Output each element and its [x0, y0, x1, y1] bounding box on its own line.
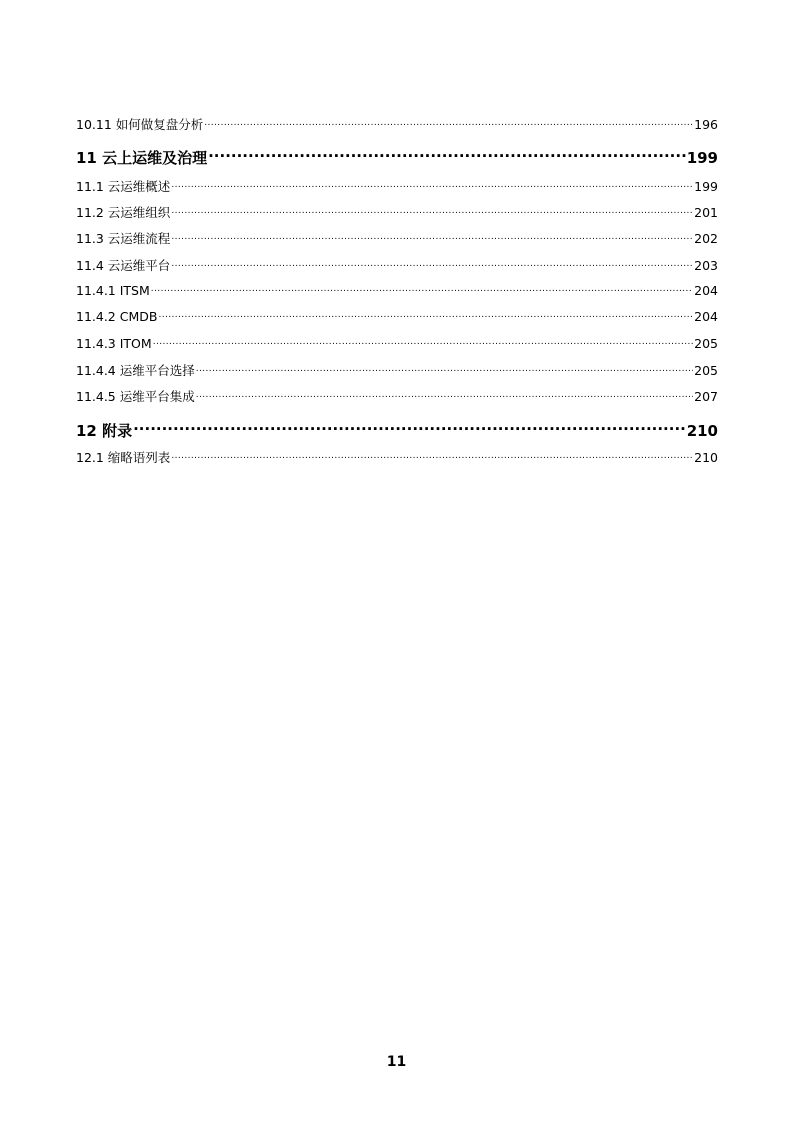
toc-entry-11-2[interactable] [76, 203, 718, 221]
dot-leader [171, 231, 693, 244]
toc-entry-11-4-2[interactable] [76, 308, 718, 324]
dot-leader [204, 117, 693, 130]
toc-entry-page: 201 [694, 205, 718, 220]
toc-entry-11-4-3[interactable] [76, 335, 718, 351]
toc-chapter-label: 11 云上运维及治理 [76, 149, 208, 167]
toc-entry-11-4-1[interactable] [76, 282, 718, 298]
toc-chapter-label: 12 附录 [76, 422, 133, 440]
toc-chapter-12[interactable] [76, 420, 718, 441]
dot-leader [153, 335, 693, 348]
toc-entry-page: 196 [694, 117, 718, 132]
toc-entry-11-4-4[interactable] [76, 361, 718, 379]
toc-entry-label: 11.3 云运维流程 [76, 231, 171, 246]
dot-leader [171, 179, 693, 192]
toc-entry-label: 11.4 云运维平台 [76, 258, 171, 273]
toc-entry-page: 207 [694, 389, 718, 404]
toc-entry-11-4[interactable] [76, 256, 718, 274]
toc-entry-page: 205 [694, 363, 718, 378]
toc-entry-label: 11.4.4 运维平台选择 [76, 363, 195, 378]
toc-entry-page: 204 [694, 308, 718, 324]
page-number: 11 [386, 1054, 407, 1070]
toc-entry-label: 11.1 云运维概述 [76, 179, 171, 194]
dot-leader [171, 258, 693, 271]
toc-entry-label: 10.11 如何做复盘分析 [76, 117, 204, 132]
toc-entry-label: 11.2 云运维组织 [76, 205, 171, 220]
dot-leader [208, 148, 686, 163]
toc-chapter-page: 210 [686, 422, 718, 440]
toc-entry-page: 204 [694, 282, 718, 298]
dot-leader [151, 282, 693, 295]
toc-entry-page: 199 [694, 179, 718, 194]
toc-chapter-11[interactable] [76, 147, 718, 168]
toc-entry-11-1[interactable] [76, 177, 718, 195]
toc-entry-page: 210 [694, 450, 718, 465]
dot-leader [196, 363, 693, 376]
dot-leader [171, 450, 693, 463]
toc-entry-page: 202 [694, 231, 718, 246]
dot-leader [196, 389, 693, 402]
toc-entry-11-4-5[interactable] [76, 387, 718, 405]
toc-entry-label: 11.4.3 ITOM [76, 335, 152, 351]
toc-entry-label: 11.4.2 CMDB [76, 308, 158, 324]
toc-entry-page: 205 [694, 335, 718, 351]
toc-entry-label: 12.1 缩略语列表 [76, 450, 171, 465]
toc-chapter-page: 199 [686, 149, 718, 167]
dot-leader [158, 308, 693, 321]
toc-entry-label: 11.4.1 ITSM [76, 282, 150, 298]
dot-leader [133, 421, 686, 436]
toc-entry-label: 11.4.5 运维平台集成 [76, 389, 195, 404]
toc-entry-12-1[interactable] [76, 448, 718, 466]
toc-entry-10-11[interactable] [76, 115, 718, 133]
toc-entry-11-3[interactable] [76, 229, 718, 247]
toc-entry-page: 203 [694, 258, 718, 273]
dot-leader [171, 205, 693, 218]
